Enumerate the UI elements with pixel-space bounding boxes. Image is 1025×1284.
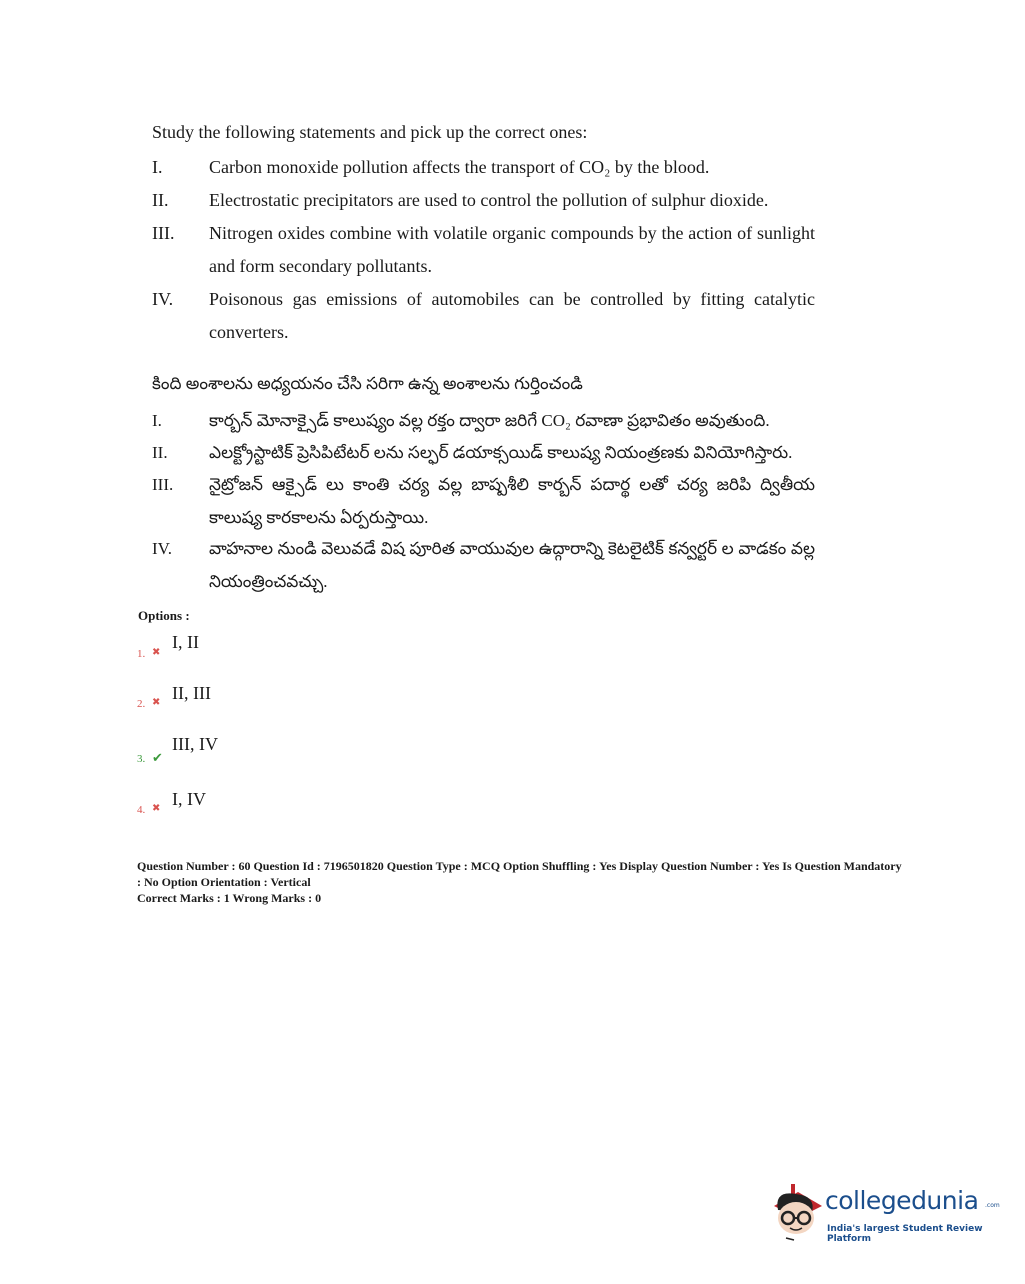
mascot-icon (768, 1180, 824, 1242)
statement-en-4 (152, 283, 817, 349)
options-label: Options : (138, 608, 190, 623)
question-intro-telugu: కింది అంశాలను అధ్యయనం చేసి సరిగా ఉన్న అంశాలను గుర్తించండి (152, 374, 583, 393)
statement-text: నైట్రోజన్ ఆక్సైడ్ లు కాంతి చర్య వల్ల బాష్పశీలి కార్బన్ పదార్థ లతో చర్య జరిపి ద్వితీయ కాలుష్య కారకాలను ఏర్పరుస్తాయి. (209, 475, 815, 527)
collegedunia-logo (768, 1180, 1000, 1244)
option-number: 1. (137, 648, 146, 660)
question-metadata (137, 858, 907, 906)
option-4[interactable] (137, 787, 257, 819)
option-number: 2. (137, 698, 146, 710)
statement-te-3 (152, 468, 817, 534)
option-number: 4. (137, 804, 146, 816)
statement-number: IV. (152, 289, 174, 309)
statement-number: II. (152, 443, 168, 462)
logo-tagline: India's largest Student Review Platform (827, 1224, 983, 1244)
statement-text: Carbon monoxide pollution affects the transport of CO₂ by the blood. (209, 157, 710, 177)
question-intro: Study the following statements and pick up the correct ones: (152, 122, 588, 142)
metadata-line: Question Number : 60 Question Id : 7196501820 Question Type : MCQ Option Shuffling : Yes Display Question Number : Yes Is Question Mandatory : No Option Orientation : Vertical (137, 859, 902, 889)
statement-te-2 (152, 436, 817, 469)
statement-en-3 (152, 217, 817, 283)
option-1[interactable] (137, 630, 257, 662)
statement-en-1 (152, 151, 817, 184)
option-text: II, III (172, 683, 211, 703)
statement-number: III. (152, 475, 174, 494)
option-text: I, II (172, 632, 199, 652)
statement-text: కార్బన్ మోనాక్సైడ్ కాలుష్యం వల్ల రక్తం ద్వారా జరిగే CO₂ రవాణా ప్రభావితం అవుతుంది. (209, 411, 770, 430)
logo-wordmark: collegedunia (825, 1186, 979, 1215)
statement-number: I. (152, 411, 162, 430)
logo-domain: .com (985, 1202, 1000, 1209)
statement-te-1 (152, 404, 817, 437)
option-text: III, IV (172, 734, 218, 754)
statement-text: ఎలక్ట్రోస్టాటిక్ ప్రెసిపిటేటర్ లను సల్ఫర్ డయాక్సయిడ్ కాలుష్య నియంత్రణకు వినియోగిస్తారు. (209, 443, 793, 462)
option-text: I, IV (172, 789, 206, 809)
statement-en-2 (152, 184, 817, 217)
statement-text: వాహనాల నుండి వెలువడే విష పూరిత వాయువుల ఉద్గారాన్ని కెటలైటిక్ కన్వర్టర్ ల వాడకం వల్ల నియంత్రించవచ్చు. (209, 539, 815, 591)
wrong-icon: ✖ (152, 803, 161, 814)
wrong-icon: ✖ (152, 647, 161, 658)
option-number: 3. (137, 753, 146, 765)
statement-number: II. (152, 190, 169, 210)
statement-text: Nitrogen oxides combine with volatile organic compounds by the action of sunlight and form secondary pollutants. (209, 223, 815, 276)
statement-number: III. (152, 223, 175, 243)
option-3[interactable] (137, 733, 257, 767)
statement-text: Poisonous gas emissions of automobiles can be controlled by fitting catalytic converters. (209, 289, 815, 342)
marks-line: Correct Marks : 1 Wrong Marks : 0 (137, 891, 322, 905)
option-2[interactable] (137, 681, 257, 713)
wrong-icon: ✖ (152, 697, 161, 708)
checkmark-icon: ✔ (152, 750, 163, 765)
statement-number: I. (152, 157, 163, 177)
statement-text: Electrostatic precipitators are used to control the pollution of sulphur dioxide. (209, 190, 769, 210)
statement-number: IV. (152, 539, 172, 558)
statement-te-4 (152, 532, 817, 598)
